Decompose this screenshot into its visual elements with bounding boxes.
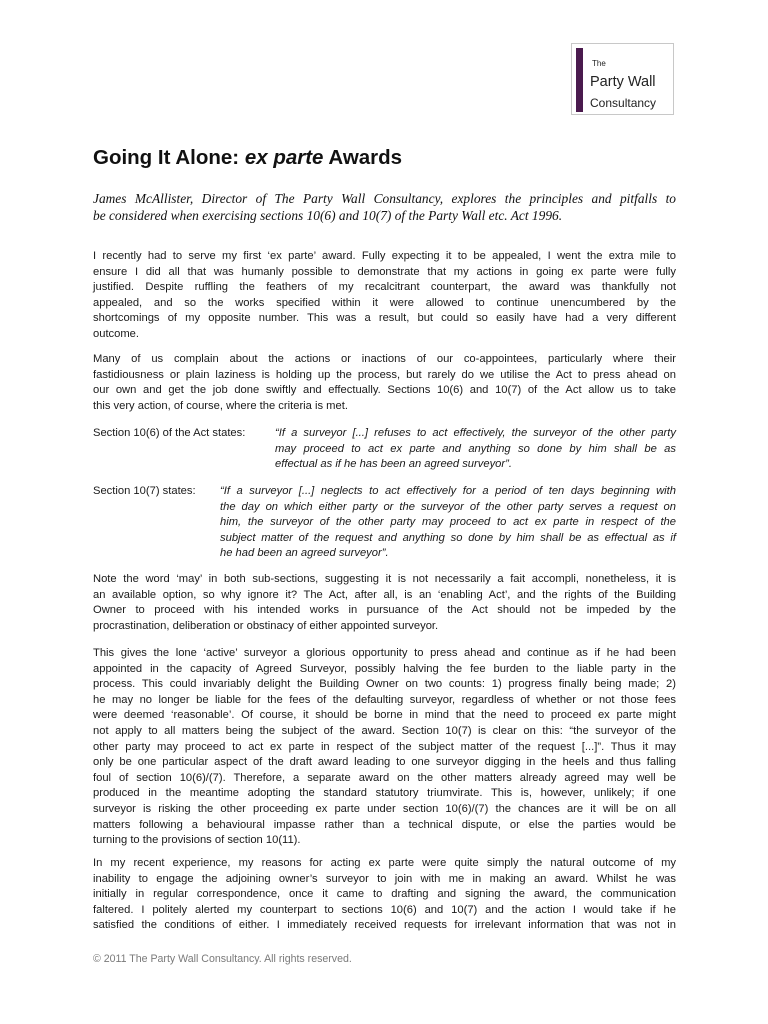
- logo-accent-bar: [576, 48, 583, 112]
- intro-standfirst: [93, 190, 676, 224]
- title-suffix: Awards: [323, 146, 403, 169]
- text-line: our own and get the job done swiftly and effectually. Sections 10(6) and 10(7) of the Act allow us to take: [93, 384, 676, 397]
- text-line: an available option, so why ignore it? The Act, after all, is an ‘enabling Act’, and the rights of the Building: [93, 588, 676, 601]
- text-line: I recently had to serve my first ‘ex parte’ award. Fully expecting it to be appealed, I went the extra mile to: [93, 250, 676, 262]
- text-line: Owner to proceed with his intended works in pursuance of the Act should not be impeded by the: [93, 604, 676, 617]
- quote-line: him, the surveyor of the other party may proceed to act ex parte in respect of the: [220, 516, 676, 529]
- intro-line: James McAllister, Director of The Party Wall Consultancy, explores the principles and pitfalls to: [93, 191, 676, 206]
- quote-line: effectual as if he has been an agreed surveyor”.: [275, 458, 512, 471]
- logo-consultancy: Consultancy: [590, 96, 657, 110]
- title-prefix: Going It Alone:: [93, 146, 245, 169]
- text-line: procrastination, deliberation or obstinacy of either appointed surveyor.: [93, 619, 439, 632]
- quote-line: “If a surveyor [...] neglects to act effectively for a period of ten days beginning with: [220, 485, 676, 497]
- logo-the: The: [592, 59, 606, 68]
- quote-line: subject matter of the request and anything so done by him shall be as effectual as if: [220, 531, 676, 544]
- text-line: turning to the provisions of section 10(11).: [93, 834, 301, 847]
- text-line: matters following a behavioural impasse rather than a technical dispute, or else the parties would be: [93, 818, 676, 831]
- text-line: not apply to all matters being the subject of the award. Section 10(7) is clear on this: “the surveyor of the: [93, 724, 676, 737]
- text-line: inability to engage the adjoining owner’s surveyor to join with me in making an award. Whilst he was: [93, 872, 676, 885]
- text-line: initially in regular correspondence, once it came to drafting and signing the award, the communication: [93, 888, 676, 901]
- text-line: outcome.: [93, 327, 140, 340]
- logo-party-wall: Party Wall: [590, 74, 656, 90]
- quote-line: he had been an agreed surveyor”.: [220, 547, 389, 560]
- text-line: fastidiousness or plain laziness is holding up the process, but rarely do we utilise the Act to press ahead on: [93, 368, 676, 381]
- text-line: process. This could invariably delight the Building Owner on two counts: 1) progress finally being made; 2): [93, 678, 676, 691]
- paragraph-3: [93, 572, 676, 634]
- text-line: appointed in the capacity of Agreed Surveyor, possibly halving the fee burden to the liable party in the: [93, 662, 676, 675]
- section-10-6-text: [275, 426, 676, 473]
- section-10-7-text: [220, 484, 676, 562]
- text-line: foul of section 10(6)/(7). Therefore, a separate award on the other matters already agreed may well be: [93, 771, 676, 784]
- company-logo: [571, 43, 674, 115]
- text-line: this very action, of course, where the criteria is met.: [93, 399, 348, 412]
- text-line: shortcomings of my opposite number. This was a result, but could so easily have had a very different: [93, 312, 676, 325]
- paragraph-5: [93, 856, 676, 934]
- text-line: This gives the lone ‘active’ surveyor a glorious opportunity to press ahead and continue as if he had been: [93, 647, 676, 659]
- text-line: he may no longer be liable for the fees of the defaulting surveyor, regardless of whether or not those fees: [93, 693, 676, 706]
- article-title: [93, 146, 402, 170]
- text-line: produced in the meantime adopting the standard statutory triumvirate. This is, however, unlikely; if one: [93, 787, 676, 800]
- text-line: Many of us complain about the actions or inactions of our co-appointees, particularly where their: [93, 353, 676, 365]
- text-line: faltered. I politely alerted my counterpart to sections 10(6) and 10(7) and the action I would take if he: [93, 903, 676, 916]
- paragraph-4: [93, 646, 676, 849]
- section-10-7-label: Section 10(7) states:: [93, 485, 196, 497]
- text-line: surveyor is risking the other proceeding ex parte under section 10(6)/(7) the chances are it will be on all: [93, 802, 676, 815]
- copyright-footer: © 2011 The Party Wall Consultancy. All rights reserved.: [93, 953, 352, 965]
- text-line: were deemed ‘reasonable’. Of course, it should be borne in mind that the need to proceed ex parte might: [93, 709, 676, 722]
- text-line: satisfied the conditions of either. I immediately received requests for irrelevant information that was not in: [93, 919, 676, 932]
- text-line: only be one particular aspect of the draft award leading to one surveyor digging in the heels and thus falling: [93, 756, 676, 769]
- text-line: Note the word ‘may’ in both sub-sections, suggesting it is not necessarily a fait accompli, nonetheless, it is: [93, 573, 676, 585]
- quote-line: may proceed to act ex parte and anything so done by him shall be as: [275, 442, 676, 455]
- text-line: other party may proceed to act ex parte in respect of the subject matter of the request [...]”. Thus it may: [93, 740, 676, 753]
- text-line: ensure I did all that was humanly possible to demonstrate that my actions in going ex parte were fully: [93, 265, 676, 278]
- quote-line: “If a surveyor [...] refuses to act effectively, the surveyor of the other party: [275, 427, 676, 439]
- section-10-6-label: Section 10(6) of the Act states:: [93, 427, 246, 439]
- quote-line: the day on which either party or the surveyor of the other party serves a request on: [220, 500, 676, 513]
- title-italic: ex parte: [244, 146, 324, 169]
- intro-line: be considered when exercising sections 10(6) and 10(7) of the Party Wall etc. Act 1996.: [93, 208, 563, 223]
- paragraph-2: [93, 352, 676, 414]
- text-line: justified. Despite ruffling the feathers of my recalcitrant counterpart, the award was thankfully not: [93, 281, 676, 294]
- text-line: appealed, and so the works specified within it were allowed to continue unencumbered by the: [93, 296, 676, 309]
- text-line: In my recent experience, my reasons for acting ex parte were quite simply the natural outcome of my: [93, 857, 676, 869]
- paragraph-1: [93, 249, 676, 343]
